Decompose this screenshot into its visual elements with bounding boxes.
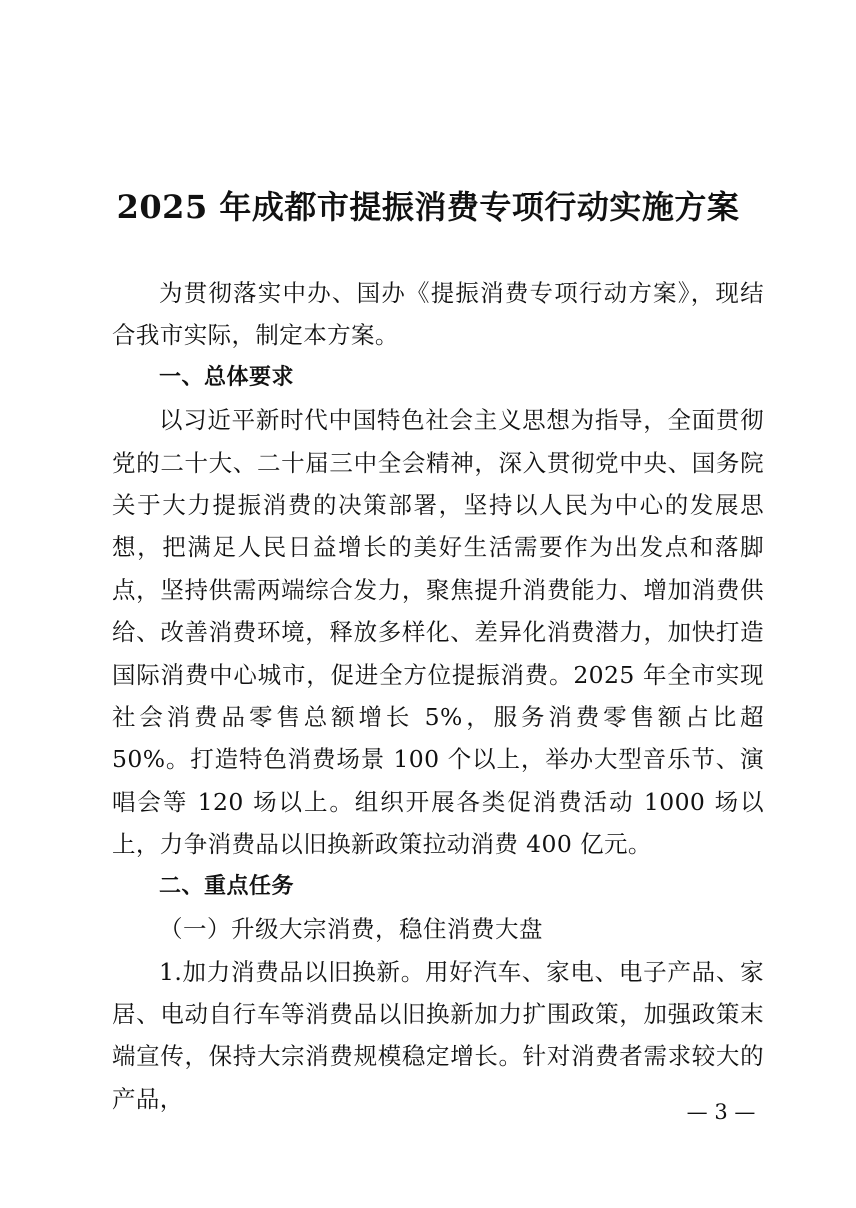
page-number: — 3 — <box>686 1100 756 1124</box>
document-title: 2025 年成都市提振消费专项行动实施方案 <box>116 188 740 226</box>
section-heading-key-tasks: 二、重点任务 <box>159 873 295 899</box>
intro-paragraph: 为贯彻落实中办、国办《提振消费专项行动方案》，现结合我市实际，制定本方案。 <box>112 279 764 350</box>
general-requirements-paragraph: 以习近平新时代中国特色社会主义思想为指导，全面贯彻党的二十大、二十届三中全会精神，深入贯彻党中央、国务院关于大力提振消费的决策部署，坚持以人民为中心的发展思想，把满足人民日益增长的美好生活需要作为出发点和落脚点，坚持供需两端综合发力，聚焦提升消费能力、增加消费供给、改善消费环境，释放多样化、差异化消费潜力，加快打造国际消费中心城市，促进全方位提振消费。2025 年全市实现社会消费品零售总额增长 5%，服务消费零售额占比超 50%。打造特色消费场景 100 个以上，举办大型音乐节、演唱会等 120 场以上。组织开展各类促消费活动 1000 场以上，力争消费品以旧换新政策拉动消费 400 亿元。 <box>112 406 764 859</box>
subsection-heading-bulk-consumption: （一）升级大宗消费，稳住消费大盘 <box>159 915 543 944</box>
item-1-paragraph: 1.加力消费品以旧换新。用好汽车、家电、电子产品、家居、电动自行车等消费品以旧换新加力扩围政策，加强政策末端宣传，保持大宗消费规模稳定增长。针对消费者需求较大的产品， <box>112 957 764 1113</box>
section-heading-general-requirements: 一、总体要求 <box>159 364 295 390</box>
document-body <box>112 272 764 1120</box>
